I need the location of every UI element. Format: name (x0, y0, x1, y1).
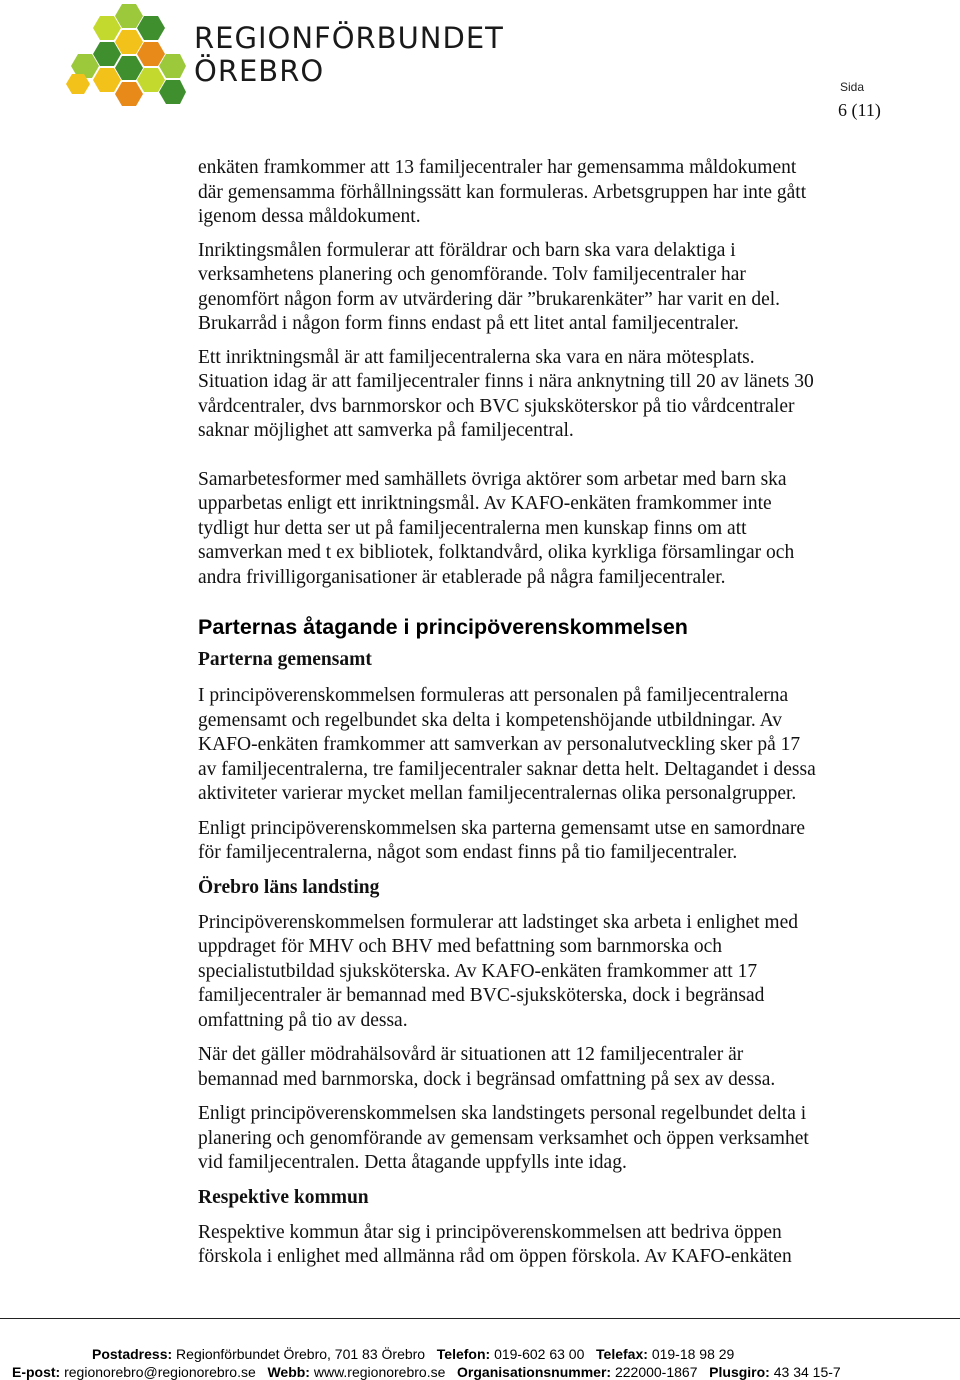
text-line: bemannad med barnmorska, dock i begränsad omfattning på sex av dessa. (198, 1068, 776, 1090)
footer-line-1 (92, 1346, 960, 1362)
page-number: 6 (11) (838, 100, 881, 120)
text-line: saknar möjlighet att samverka på familjecentral. (198, 420, 574, 441)
text-line: Samarbetesformer med samhällets övriga aktörer som arbetar med barn ska (198, 468, 787, 490)
subsection-heading-landsting: Örebro läns landsting (198, 876, 380, 898)
paragraph-1 (198, 156, 898, 230)
text-line: planering och genomförande av gemensam verksamhet och öppen verksamhet (198, 1127, 809, 1149)
text-line: vid familjecentralen. Detta åtagande uppfylls inte idag. (198, 1152, 627, 1173)
text-line: familjecentraler är bemannad med BVC-sjuksköterska, dock i begränsad (198, 985, 765, 1006)
text-line: verksamhetens planering och genomförande. Tolv familjecentraler har (198, 264, 746, 285)
org-name-line2: ÖREBRO (194, 54, 325, 88)
text-line: för familjecentralerna, något som endast finns på tio familjecentraler. (198, 842, 738, 863)
document-body (198, 156, 898, 1270)
paragraph-6 (198, 817, 898, 866)
text-line: uppdraget för MHV och BHV med befattning som barnmorska och (198, 936, 723, 957)
text-line: specialistutbildad sjuksköterska. Av KAFO-enkäten framkommer att 17 (198, 960, 758, 982)
text-line: där gemensamma förhållningssätt kan formuleras. Arbetsgruppen har inte gått (198, 181, 807, 203)
telefax-label: Telefax: (596, 1346, 648, 1362)
subsection-heading-gemensamt: Parterna gemensamt (198, 649, 372, 670)
text-line: Principöverenskommelsen formulerar att ladstinget ska arbeta i enlighet med (198, 911, 798, 933)
paragraph-7 (198, 911, 898, 1034)
telefax-value: 019-18 98 29 (651, 1346, 735, 1362)
footer-divider (0, 1318, 960, 1319)
text-line: tydligt hur detta ser ut på familjecentralerna men kunskap finns om att (198, 517, 747, 539)
text-line: Respektive kommun åtar sig i principöverenskommelsen att bedriva öppen (198, 1221, 782, 1243)
paragraph-9 (198, 1102, 898, 1176)
text-line: KAFO-enkäten framkommer att samverkan av personalutveckling sker på 17 (198, 734, 801, 755)
org-name-line1: REGIONFÖRBUNDET (194, 21, 504, 55)
text-line: av familjecentralerna, tre familjecentraler saknar detta helt. Deltagandet i dessa (198, 758, 816, 780)
text-line: genomfört någon form av utvärdering där ”brukarenkäter” har varit en del. (198, 288, 781, 310)
text-line: Enligt principöverenskommelsen ska parterna gemensamt utse en samordnare (198, 817, 806, 839)
orgnr-value: 222000-1867 (614, 1364, 698, 1380)
epost-value[interactable]: regionorebro@regionorebro.se (64, 1364, 256, 1380)
orgnr-label: Organisationsnummer: (457, 1364, 612, 1380)
text-line: Brukarråd i någon form finns endast på ett litet antal familjecentraler. (198, 313, 739, 334)
webb-value[interactable]: www.regionorebro.se (313, 1364, 446, 1380)
plusgiro-value: 43 34 15-7 (773, 1364, 841, 1380)
text-line: aktiviteter varierar mycket mellan familjecentralernas olika personalgrupper. (198, 783, 797, 804)
paragraph-8 (198, 1043, 898, 1092)
paragraph-4 (198, 468, 898, 591)
text-line: vårdcentraler, dvs barnmorskor och BVC sjuksköterskor på tio vårdcentraler (198, 395, 795, 417)
text-line: När det gäller mödrahälsovård är situationen att 12 familjecentraler är (198, 1044, 744, 1065)
plusgiro-label: Plusgiro: (709, 1364, 770, 1380)
text-line: omfattning på tio av dessa. (198, 1009, 408, 1031)
epost-label: E-post: (12, 1364, 61, 1380)
page-label: Sida (840, 80, 865, 94)
text-line: upparbetas enligt ett inriktningsmål. Av KAFO-enkäten framkommer inte (198, 493, 772, 514)
logo-hexagons-icon (66, 4, 186, 106)
text-line: gemensamt och regelbundet ska delta i kompetenshöjande utbildningar. Av (198, 709, 782, 731)
postadress-label: Postadress: (92, 1346, 173, 1362)
organization-name (194, 22, 504, 88)
section-heading: Parternas åtagande i principöverenskommelsen (198, 615, 688, 639)
text-line: Situation idag är att familjecentraler finns i nära anknytning till 20 av länets 30 (198, 371, 814, 392)
text-line: enkäten framkommer att 13 familjecentraler har gemensamma måldokument (198, 157, 797, 178)
text-line: Inriktingsmålen formulerar att föräldrar och barn ska vara delaktiga i (198, 239, 736, 261)
text-line: I principöverenskommelsen formuleras att personalen på familjecentralerna (198, 685, 789, 706)
footer-line-2 (12, 1364, 960, 1380)
paragraph-5 (198, 684, 898, 807)
text-line: igenom dessa måldokument. (198, 206, 421, 227)
text-line: andra frivilligorganisationer är etablerade på några familjecentraler. (198, 566, 726, 588)
regionforbundet-logo (64, 2, 186, 112)
subsection-heading-kommun: Respektive kommun (198, 1186, 369, 1208)
paragraph-3 (198, 346, 898, 444)
telefon-label: Telefon: (436, 1346, 491, 1362)
paragraph-10 (198, 1221, 898, 1270)
postadress-value: Regionförbundet Örebro, 701 83 Örebro (176, 1346, 426, 1362)
text-line: samverkan med t ex bibliotek, folktandvård, olika kyrkliga församlingar och (198, 542, 795, 563)
telefon-value: 019-602 63 00 (494, 1346, 585, 1362)
text-line: Ett inriktningsmål är att familjecentralerna ska vara en nära mötesplats. (198, 346, 755, 368)
text-line: Enligt principöverenskommelsen ska landstingets personal regelbundet delta i (198, 1103, 807, 1124)
paragraph-2 (198, 239, 898, 337)
text-line: förskola i enlighet med allmänna råd om öppen förskola. Av KAFO-enkäten (198, 1246, 792, 1267)
webb-label: Webb: (267, 1364, 310, 1380)
